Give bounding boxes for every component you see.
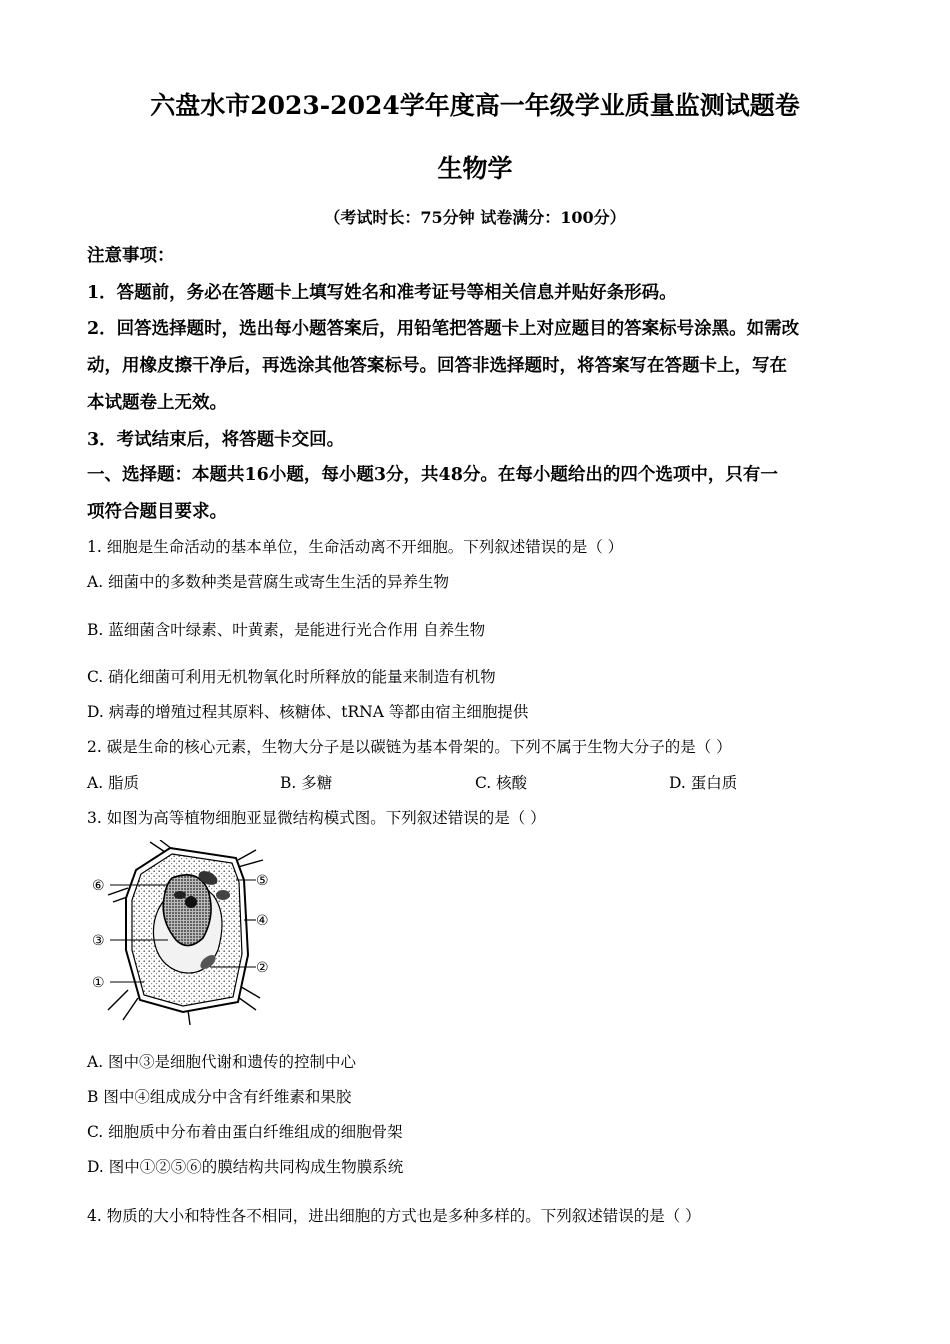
organelle	[174, 891, 186, 899]
question-4-stem: 4. 物质的大小和特性各不相同，进出细胞的方式也是多种多样的。下列叙述错误的是（ ）	[87, 1207, 701, 1225]
question-2-option-a: A. 脂质	[87, 774, 140, 792]
question-2-option-d: D. 蛋白质	[669, 774, 738, 792]
question-1-option-a: A. 细菌中的多数种类是营腐生或寄生生活的异养生物	[87, 573, 450, 591]
exam-title: 六盘水市2023-2024学年度高一年级学业质量监测试题卷	[150, 91, 800, 120]
label-1: ①	[92, 975, 105, 991]
question-1-option-d: D. 病毒的增殖过程其原料、核糖体、tRNA 等都由宿主细胞提供	[87, 703, 529, 721]
question-2-option-b: B. 多糖	[280, 774, 333, 792]
chloroplast	[216, 890, 230, 900]
note-line: 2．回答选择题时，选出每小题答案后，用铅笔把答题卡上对应题目的答案标号涂黑。如需改	[87, 319, 800, 339]
note-line: 3．考试结束后，将答题卡交回。	[87, 430, 345, 450]
section-heading: 项符合题目要求。	[87, 502, 227, 522]
question-1-option-c: C. 硝化细菌可利用无机物氧化时所释放的能量来制造有机物	[87, 668, 496, 686]
question-3-stem: 3. 如图为高等植物细胞亚显微结构模式图。下列叙述错误的是（ ）	[87, 809, 546, 827]
note-line: 动，用橡皮擦干净后，再选涂其他答案标号。回答非选择题时，将答案写在答题卡上，写在	[87, 356, 787, 376]
nucleolus	[185, 896, 197, 908]
label-2: ②	[256, 960, 269, 976]
question-1-stem: 1. 细胞是生命活动的基本单位，生命活动离不开细胞。下列叙述错误的是（ ）	[87, 538, 624, 556]
label-3: ③	[92, 933, 105, 949]
question-3-option-d: D. 图中①②⑤⑥的膜结构共同构成生物膜系统	[87, 1158, 404, 1176]
note-line: 本试题卷上无效。	[87, 393, 227, 413]
section-heading: 一、选择题：本题共16小题，每小题3分，共48分。在每小题给出的四个选项中，只有一	[87, 465, 778, 485]
question-1-option-b: B. 蓝细菌含叶绿素、叶黄素，是能进行光合作用 自养生物	[87, 621, 486, 639]
question-2-stem: 2. 碳是生命的核心元素，生物大分子是以碳链为基本骨架的。下列不属于生物大分子的是（ ）	[87, 738, 732, 756]
label-4: ④	[256, 913, 269, 929]
question-3-option-a: A. 图中③是细胞代谢和遗传的控制中心	[87, 1053, 357, 1071]
notes-heading: 注意事项：	[87, 246, 175, 266]
subject-title: 生物学	[437, 154, 513, 183]
question-3-option-c: C. 细胞质中分布着由蛋白纤维组成的细胞骨架	[87, 1123, 403, 1141]
question-3-option-b: B 图中④组成成分中含有纤维素和果胶	[87, 1088, 352, 1106]
note-line: 1．答题前，务必在答题卡上填写姓名和准考证号等相关信息并贴好条形码。	[87, 283, 677, 303]
label-5: ⑤	[256, 873, 269, 889]
exam-info: （考试时长：75分钟 试卷满分：100分）	[324, 208, 626, 227]
question-2-option-c: C. 核酸	[475, 774, 528, 792]
plant-cell-diagram	[88, 840, 278, 1025]
label-6: ⑥	[92, 878, 105, 894]
